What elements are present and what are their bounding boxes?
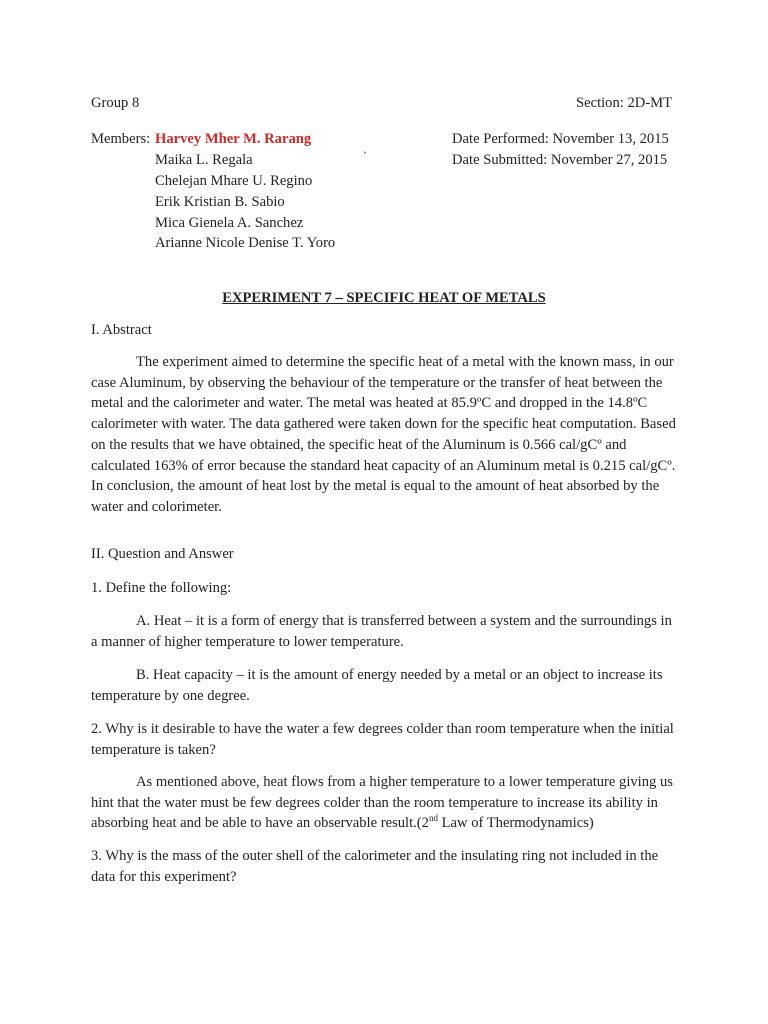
question-3: 3. Why is the mass of the outer shell of the calorimeter and the insulating ring not included in the data for this experiment?: [91, 848, 659, 885]
question-1: 1. Define the following:: [91, 580, 232, 596]
members-label: Members:: [91, 131, 151, 147]
experiment-title: EXPERIMENT 7 – SPECIFIC HEAT OF METALS: [222, 290, 546, 306]
answer-2-superscript: nd: [428, 813, 438, 824]
section-label: Section: 2D-MT: [576, 95, 673, 111]
group-label: Group 8: [91, 95, 140, 111]
member-name: Maika L. Regala: [155, 152, 253, 168]
date-performed: Date Performed: November 13, 2015: [452, 131, 669, 147]
member-name-lead: Harvey Mher M. Rarang: [155, 131, 312, 147]
date-submitted: Date Submitted: November 27, 2015: [452, 152, 668, 168]
member-name: Chelejan Mhare U. Regino: [155, 173, 313, 189]
answer-1a: A. Heat – it is a form of energy that is transferred between a system and the surroundings in a manner of higher temperature to lower temperature.: [91, 613, 672, 650]
answer-1b: B. Heat capacity – it is the amount of energy needed by a metal or an object to increase its temperature by one degree.: [91, 667, 663, 704]
stray-mark: `: [363, 149, 367, 163]
abstract-paragraph: The experiment aimed to determine the specific heat of a metal with the known mass, in our case Aluminum, by observing the behaviour of the temperature or the transfer of heat between the metal and the calorimeter and water. The metal was heated at 85.9ºC and dropped in the 14.8ºC calorimeter with water. The data gathered were taken down for the specific heat computation. Based on the results that we have obtained, the specific heat of the Aluminum is 0.566 cal/gCº and calculated 163% of error because the standard heat capacity of an Aluminum metal is 0.215 cal/gCº. In conclusion, the amount of heat lost by the metal is equal to the amount of heat absorbed by the water and colorimeter.: [91, 354, 676, 515]
member-name: Arianne Nicole Denise T. Yoro: [155, 235, 336, 251]
answer-2-tail: Law of Thermodynamics): [437, 815, 594, 832]
abstract-heading: I. Abstract: [91, 322, 152, 338]
qa-heading: II. Question and Answer: [91, 546, 234, 562]
member-name: Mica Gienela A. Sanchez: [155, 215, 304, 231]
member-name: Erik Kristian B. Sabio: [155, 194, 285, 210]
question-2: 2. Why is it desirable to have the water a few degrees colder than room temperature when the initial temperature is taken?: [91, 721, 674, 758]
answer-2-text: As mentioned above, heat flows from a higher temperature to a lower temperature giving us hint that the water must be few degrees colder than the room temperature to increase its ability in absorbing heat and be able to have an observable result.(2: [91, 774, 673, 832]
answer-2: [91, 772, 681, 834]
